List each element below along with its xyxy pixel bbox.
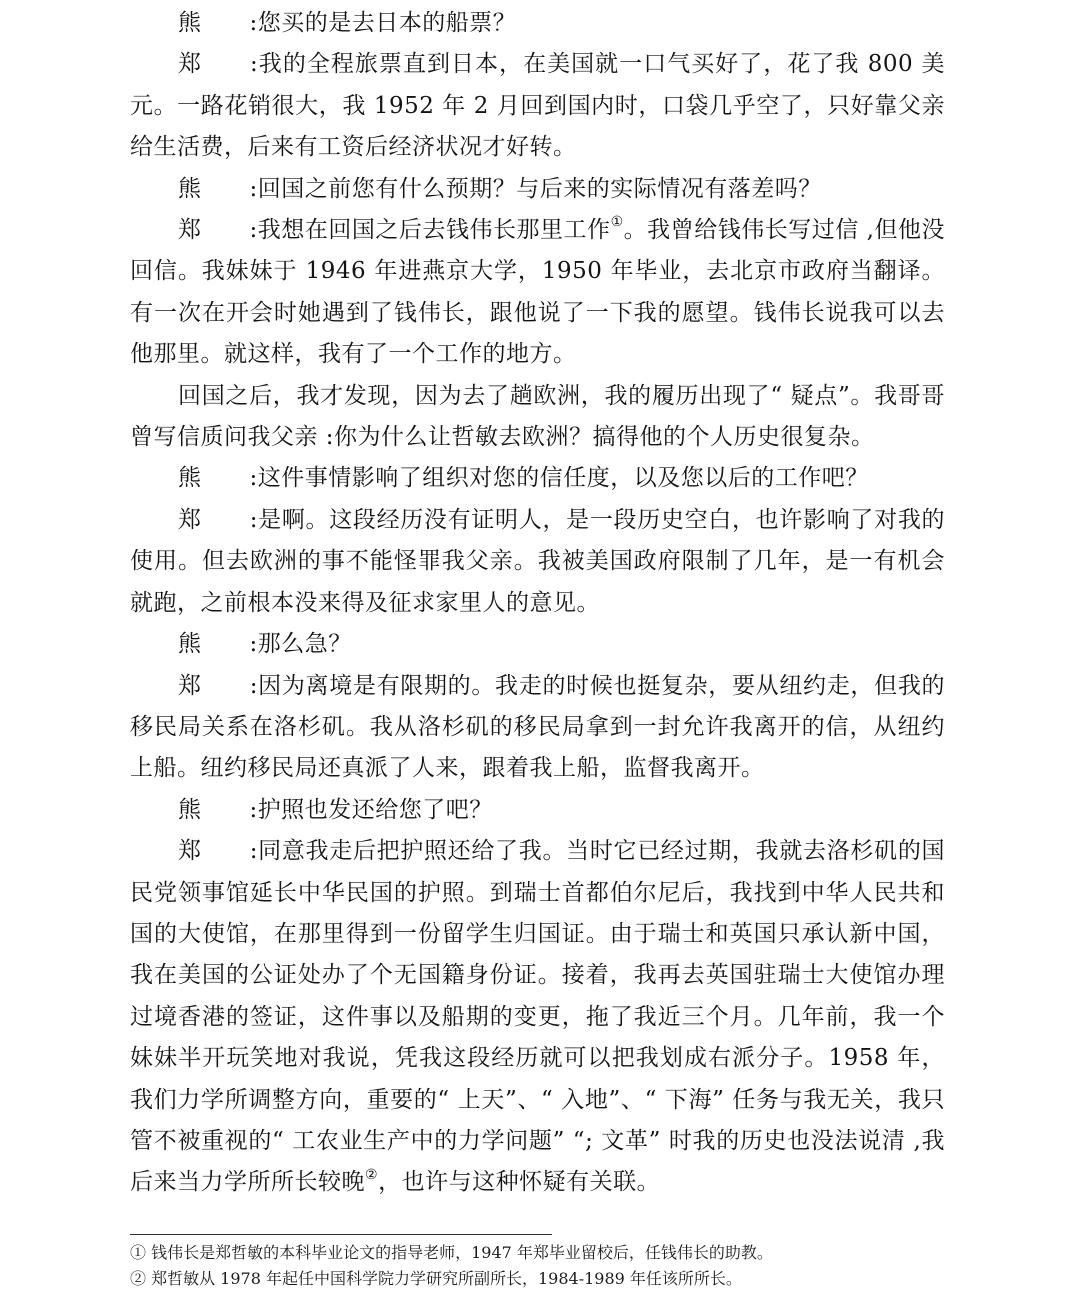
speaker-label: 郑 bbox=[178, 51, 203, 78]
paragraph-text: 回国之后，我才发现，因为去了趟欧洲，我的履历出现了“ 疑点”。我哥哥曾写信质问我父亲 :你为什么让哲敏去欧洲？搞得他的个人历史很复杂。 bbox=[130, 382, 945, 451]
dialogue-paragraph bbox=[130, 624, 945, 665]
speaker-label: 郑 bbox=[178, 506, 202, 533]
dialogue-paragraph bbox=[130, 210, 945, 376]
dialogue-paragraph bbox=[130, 3, 945, 44]
dialogue-paragraph bbox=[130, 666, 945, 790]
speaker-label: 熊 bbox=[178, 10, 202, 36]
speaker-separator: : bbox=[249, 10, 258, 36]
dialogue-paragraph bbox=[130, 500, 945, 624]
speaker-separator: : bbox=[249, 465, 258, 492]
speaker-label: 郑 bbox=[178, 672, 202, 699]
footnote-divider bbox=[130, 1234, 552, 1235]
narrative-paragraph bbox=[130, 376, 945, 459]
article-body bbox=[130, 0, 945, 1204]
speaker-label: 熊 bbox=[178, 465, 202, 492]
speaker-label: 熊 bbox=[178, 796, 202, 823]
paragraph-text: 同意我走后把护照还给了我。当时它已经过期，我就去洛杉矶的国民党领事馆延长中华民国的护照。到瑞士首都伯尔尼后，我找到中华人民共和国的大使馆，在那里得到一份留学生归国证。由于瑞士和英国只承认新中国，我在美国的公证处办了个无国籍身份证。接着，我再去英国驻瑞士大使馆办理过境香港的签证，这件事以及船期的变更，拖了我近三个月。几年前，我一个妹妹半开玩笑地对我说，凭我这段经历就可以把我划成右派分子。1958 年，我们力学所调整方向，重要的“ 上天”、“ 入地”、“ 下海” 任务与我无关，我只管不被重视的“ 工农业生产中的力学问题” “; 文革” 时我的历史也没法说清 ,我后来当力学所所长较晚 bbox=[130, 838, 946, 1196]
speaker-separator: : bbox=[249, 796, 258, 823]
paragraph-text: 回国之前您有什么预期？与后来的实际情况有落差吗？ bbox=[257, 175, 822, 202]
paragraph-text: ，也许与这种怀疑有关联。 bbox=[378, 1169, 661, 1196]
footnote: ② 郑哲敏从 1978 年起任中国科学院力学研究所副所长，1984-1989 年任该所所长。 bbox=[130, 1269, 742, 1288]
footnote-marker[interactable]: ① bbox=[610, 214, 624, 231]
speaker-separator: : bbox=[249, 672, 258, 699]
speaker-label: 熊 bbox=[178, 175, 202, 202]
paragraph-text: 那么急？ bbox=[257, 631, 352, 658]
speaker-separator: : bbox=[250, 51, 259, 78]
paragraph-text: 是啊。这段经历没有证明人，是一段历史空白，也许影响了对我的使用。但去欧洲的事不能怪罪我父亲。我被美国政府限制了几年，是一有机会就跑，之前根本没来得及征求家里人的意见。 bbox=[130, 506, 946, 616]
speaker-separator: : bbox=[249, 217, 258, 244]
paragraph-text: 您买的是去日本的船票？ bbox=[257, 10, 517, 36]
dialogue-paragraph bbox=[130, 44, 945, 168]
paragraph-text: 护照也发还给您了吧？ bbox=[257, 796, 493, 823]
footnotes bbox=[130, 1240, 945, 1292]
paragraph-text: 。我曾给钱伟长写过信 ,但他没回信。我妹妹于 1946 年进燕京大学，1950 年毕业，去北京市政府当翻译。有一次在开会时她遇到了钱伟长，跟他说了一下我的愿望。钱伟长说我可以去他那里。就这样，我有了一个工作的地方。 bbox=[130, 217, 946, 368]
paragraph-text: 这件事情影响了组织对您的信任度，以及您以后的工作吧？ bbox=[257, 465, 869, 492]
speaker-separator: : bbox=[249, 175, 258, 202]
footnote-marker[interactable]: ② bbox=[365, 1166, 379, 1183]
dialogue-paragraph bbox=[130, 458, 945, 499]
paragraph-text: 因为离境是有限期的。我走的时候也挺复杂，要从纽约走，但我的移民局关系在洛杉矶。我从洛杉矶的移民局拿到一封允许我离开的信，从纽约上船。纽约移民局还真派了人来，跟着我上船，监督我离开。 bbox=[130, 672, 946, 782]
speaker-separator: : bbox=[249, 838, 258, 865]
speaker-separator: : bbox=[249, 506, 258, 533]
dialogue-paragraph bbox=[130, 169, 945, 210]
dialogue-paragraph bbox=[130, 790, 945, 831]
paragraph-text: 我的全程旅票直到日本，在美国就一口气买好了，花了我 800 美元。一路花销很大，我 1952 年 2 月回到国内时，口袋几乎空了，只好靠父亲给生活费，后来有工资后经济状况才好转。 bbox=[130, 51, 945, 161]
footnote: ① 钱伟长是郑哲敏的本科毕业论文的指导老师，1947 年郑毕业留校后，任钱伟长的助教。 bbox=[130, 1243, 773, 1262]
speaker-separator: : bbox=[249, 631, 258, 658]
paragraph-text: 我想在回国之后去钱伟长那里工作 bbox=[257, 217, 611, 244]
speaker-label: 熊 bbox=[178, 631, 202, 658]
speaker-label: 郑 bbox=[178, 838, 202, 865]
speaker-label: 郑 bbox=[178, 217, 202, 244]
dialogue-paragraph bbox=[130, 831, 945, 1204]
